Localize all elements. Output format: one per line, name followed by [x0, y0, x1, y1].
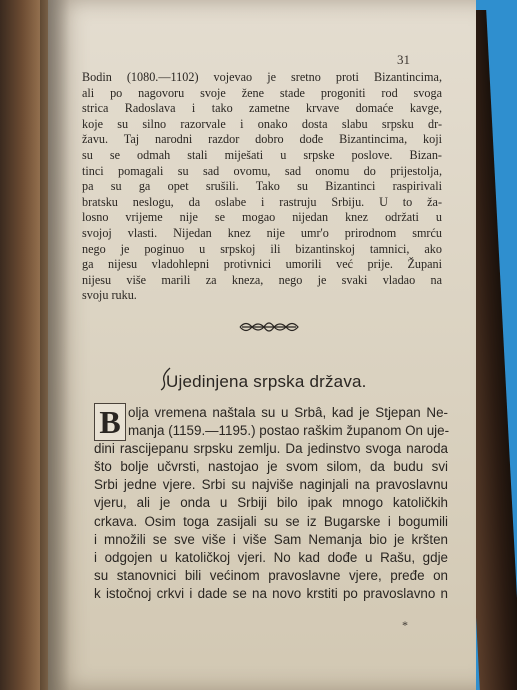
text-line: tinci pomagali su sad ovomu, sad onomu do prijestolja,: [82, 163, 442, 178]
drop-cap: B: [94, 403, 126, 441]
text-line: i množili se sve više i više Sam Nemanja bio je kršten: [94, 531, 448, 547]
text-line: žavu. Taj narodni razdor dobro dođe Bizantincima, koji: [82, 132, 442, 147]
text-line: k istočnoj crkvi i dade se na novo krstiti po pravoslavno n: [94, 585, 448, 601]
text-line: ga nijesu vladohlepni protivnici umorili već prije. Župani: [82, 257, 442, 272]
text-line: pa su ga opet srušili. Tako su Bizantinci raspirivali: [82, 179, 442, 194]
text-line: ali po nagovoru svoje žene stade progoniti rod svoga: [82, 85, 442, 100]
text-line: olja vremena naštala su u Srbâ, kad je Stjepan Ne-: [128, 405, 448, 420]
ornament-divider-icon: [238, 318, 300, 336]
text-line: strica Radoslava i tako zametne krvave domaće kavge,: [82, 101, 442, 116]
text-line: Srbi jedne vjere. Srbi su najviše naginjali na pravoslavnu: [94, 477, 448, 493]
text-line: i odgojen u katoličkoj vjeri. No kad dođe u Rašu, gdje: [94, 549, 448, 565]
gutter-shadow: [40, 0, 70, 690]
text-line: su se odmah stali miješati u srpske poslove. Bizan-: [82, 147, 442, 162]
section-heading: Ujedinjena srpska država.: [166, 372, 367, 391]
page-number: 31: [397, 52, 410, 67]
text-line: su stanovnici bili većinom pravoslavne vjere, pređe on: [94, 567, 448, 583]
text-line: nego je poginuo u srpskoj ili bizantinskoj tamnici, ako: [82, 241, 442, 256]
paragraph-nemanja: [94, 404, 448, 603]
text-line: nijesu više marili za kneza, nego je svaki vladao na: [82, 272, 442, 287]
text-line: dini rascijepanu srpsku zemlju. Da jedinstvo svoga naroda: [94, 441, 448, 457]
text-line: losno vrijeme nije se mogao nijedan knez održati u: [82, 210, 442, 225]
text-line: manja (1159.—1195.) postao raškim županom On uje-: [128, 423, 450, 439]
text-line: svojoj vlasti. Nijedan knez nije umr'o prirodnom smrću: [82, 225, 442, 240]
text-line: vjeru, ali je onda u Srbiji bilo ipak mnogo katoličkih: [94, 495, 448, 511]
text-line: svoju ruku.: [82, 288, 137, 303]
paragraph-bodin: [82, 70, 442, 304]
text-line: Bodin (1080.—1102) vojevao je sretno proti Bizantincima,: [82, 70, 442, 84]
footer-mark: *: [402, 618, 408, 632]
text-line: što bolje učvrsti, nastojao je svom silom, da budu svi: [94, 459, 448, 475]
text-line: koje su silno razorvale i onako dosta slabu srpsku dr-: [82, 116, 442, 131]
text-line: crkava. Osim toga zasijali su se iz Bugarske i bogumili: [94, 513, 448, 529]
text-line: bratsku neslogu, da oslabe i rastruju Srbiju. U to ža-: [82, 194, 442, 209]
